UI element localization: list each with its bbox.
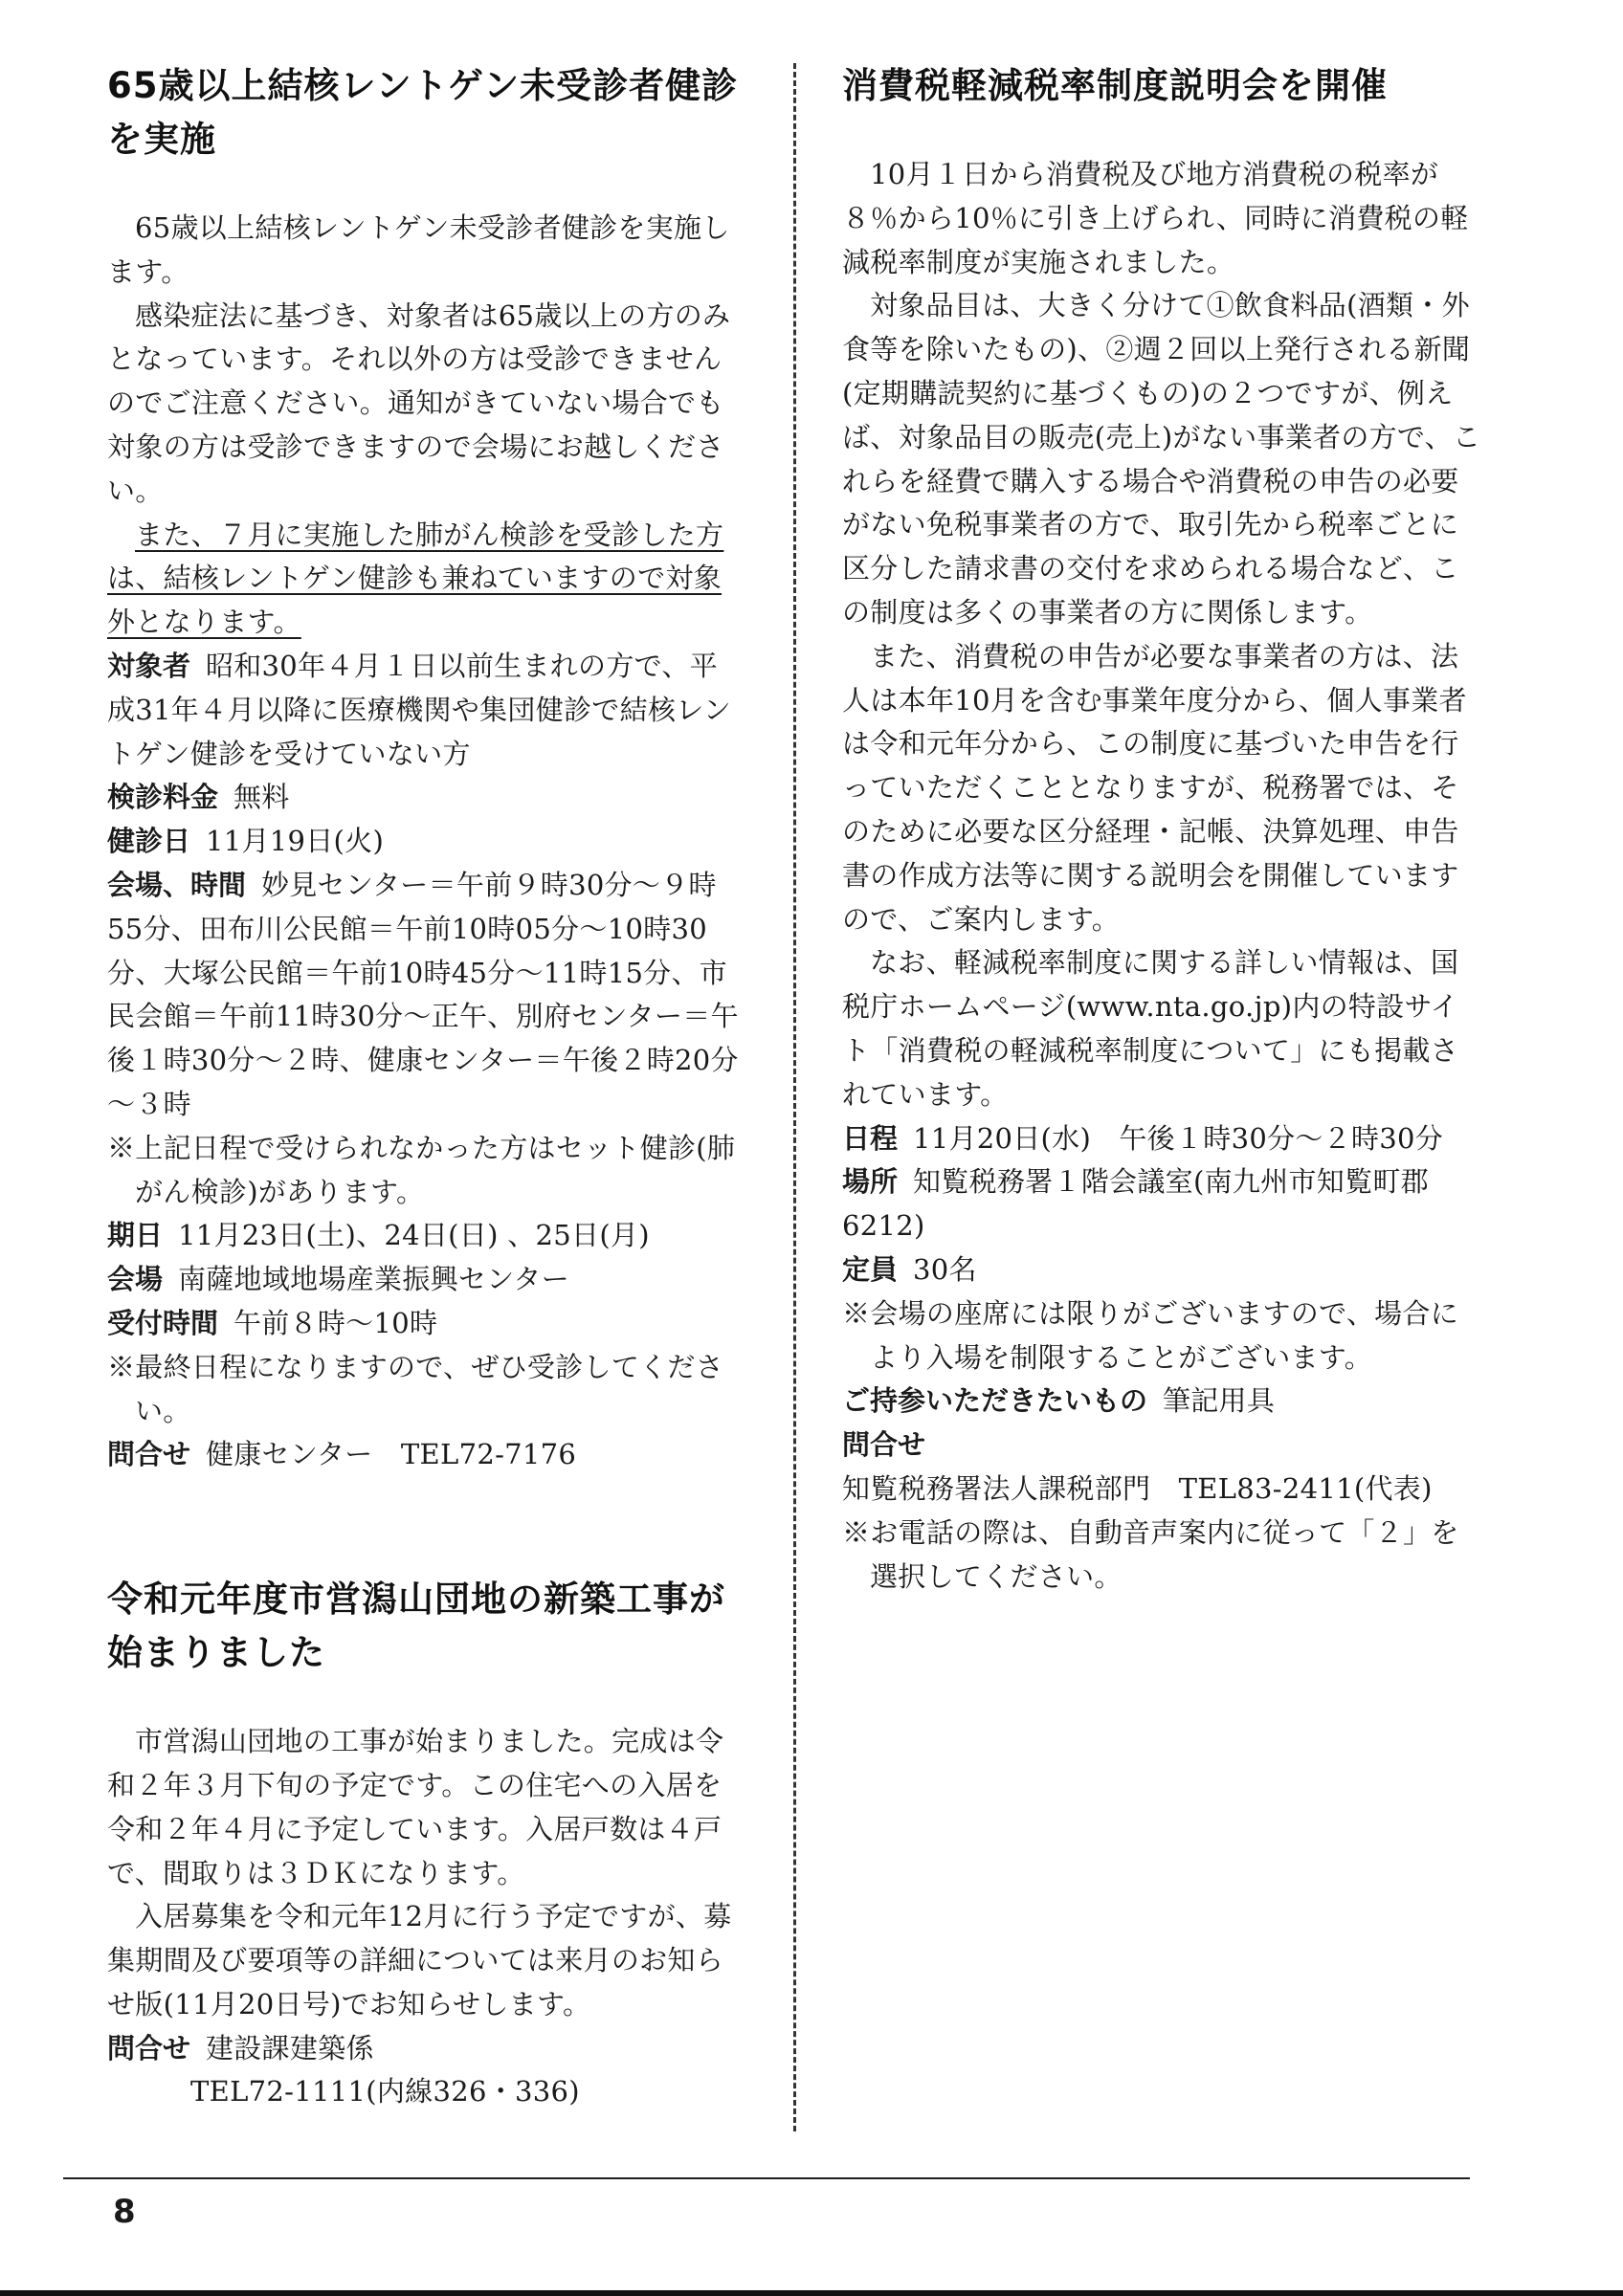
schedule-value: 11月20日(水) 午後１時30分～２時30分	[912, 1121, 1444, 1155]
paragraph: なお、軽減税率制度に関する詳しい情報は、国税庁ホームページ(www.nta.go.jp)内の特設サイト「消費税の軽減税率制度について」にも掲載されています。	[842, 946, 1459, 1111]
period-value: 11月23日(土)、24日(日) 、25日(月)	[177, 1219, 650, 1252]
contact-label: 問合せ	[842, 1428, 926, 1462]
article-tb-screening	[107, 59, 745, 1477]
schedule-label: 日程	[842, 1121, 899, 1155]
note: ※お電話の際は、自動音声案内に従って「２」を選択してください。	[842, 1515, 1459, 1593]
fee-value: 無料	[233, 781, 290, 814]
capacity-label: 定員	[842, 1252, 899, 1286]
contact-row	[107, 2027, 745, 2071]
article-housing	[107, 1573, 745, 2114]
venue2-value: 南薩地域地場産業振興センター	[177, 1263, 569, 1296]
fee-label: 検診料金	[107, 781, 219, 814]
contact-label: 問合せ	[107, 1438, 191, 1471]
venue2-label: 会場	[107, 1263, 164, 1296]
article-title: 消費税軽減税率制度説明会を開催	[842, 65, 1388, 106]
paragraph: 感染症法に基づき、対象者は65歳以上の方のみとなっています。それ以外の方は受診できませんのでご注意ください。通知がきていない場合でも対象の方は受診できますので会場にお越しください。	[107, 298, 731, 507]
target-row	[107, 645, 745, 776]
right-column	[842, 59, 1483, 1599]
note: ※会場の座席には限りがございますので、場合により入場を制限することがございます。	[842, 1296, 1459, 1374]
period-row	[107, 1214, 745, 1258]
bring-value: 筆記用具	[1162, 1384, 1276, 1418]
contact-row	[107, 1433, 745, 1477]
reception-value: 午前８時～10時	[233, 1306, 438, 1339]
footer-rule	[63, 2177, 1470, 2179]
bring-row	[842, 1380, 1483, 1424]
page-number: 8	[113, 2193, 136, 2231]
fee-row	[107, 776, 745, 820]
article-title: 65歳以上結核レントゲン未受診者健診を実施	[107, 65, 739, 160]
reception-label: 受付時間	[107, 1306, 219, 1339]
reception-row	[107, 1302, 745, 1346]
venue-row	[107, 864, 745, 1127]
date-value: 11月19日(火)	[205, 825, 385, 858]
paragraph: 市営潟山団地の工事が始まりました。完成は令和２年３月下旬の予定です。この住宅への入居を令和２年４月に予定しています。入居戸数は４戸で、間取りは３ＤＫになります。	[107, 1725, 724, 1889]
column-divider	[793, 63, 796, 2131]
paragraph: また、消費税の申告が必要な事業者の方は、法人は本年10月を含む事業年度分から、個人事業者は令和元年分から、この制度に基づいた申告を行っていただくこととなりますが、税務署では、そのために必要な区分経理・記帳、決算処理、申告書の作成方法等に関する説明会を開催していますので、ご案内します。	[842, 639, 1467, 936]
underlined-text: また、７月に実施した肺がん検診を受診した方は、結核レントゲン健診も兼ねていますので対象外となります。	[107, 518, 724, 639]
note: ※最終日程になりますので、ぜひ受診してください。	[107, 1350, 724, 1427]
paragraph-underlined	[107, 514, 745, 645]
capacity-row	[842, 1248, 1483, 1292]
place-value: 知覧税務署１階会議室(南九州市知覧町郡6212)	[842, 1165, 1429, 1243]
bottom-bar	[0, 2290, 1623, 2296]
venue-label: 会場、時間	[107, 868, 247, 901]
place-label: 場所	[842, 1165, 899, 1199]
contact-label-row	[842, 1424, 1483, 1468]
capacity-value: 30名	[912, 1252, 977, 1286]
venue2-row	[107, 1258, 745, 1302]
venue-value: 妙見センター＝午前９時30分～９時55分、田布川公民館＝午前10時05分～10時30分、大塚公民館＝午前10時45分～11時15分、市民会館＝午前11時30分～正午、別府センター＝午後１時30分～２時、健康センター＝午後２時20分～３時	[107, 868, 739, 1120]
paragraph: 10月１日から消費税及び地方消費税の税率が８％から10％に引き上げられ、同時に消費税の軽減税率制度が実施されました。	[842, 158, 1469, 278]
period-label: 期日	[107, 1219, 164, 1252]
note: ※上記日程で受けられなかった方はセット健診(肺がん検診)があります。	[107, 1131, 736, 1208]
schedule-row	[842, 1117, 1483, 1161]
article-tax-seminar	[842, 59, 1483, 1599]
contact-value: 建設課建築係	[205, 2031, 374, 2064]
paragraph: 65歳以上結核レントゲン未受診者健診を実施します。	[107, 211, 730, 288]
contact-tel: TEL72-1111(内線326・336)	[190, 2075, 580, 2108]
paragraph: 入居募集を令和元年12月に行う予定ですが、募集期間及び要項等の詳細については来月のお知らせ版(11月20日号)でお知らせします。	[107, 1900, 732, 2020]
date-row	[107, 820, 745, 864]
contact-value: 健康センター TEL72-7176	[205, 1438, 577, 1471]
place-row	[842, 1160, 1483, 1248]
article-title: 令和元年度市営潟山団地の新築工事が始まりました	[107, 1578, 725, 1674]
target-label: 対象者	[107, 649, 191, 682]
left-column	[107, 59, 745, 2114]
paragraph: 対象品目は、大きく分けて①飲食料品(酒類・外食等を除いたもの)、②週２回以上発行される新聞(定期購読契約に基づくもの)の２つですが、例えば、対象品目の販売(売上)がない事業者の方で、これらを経費で購入する場合や消費税の申告の必要がない免税事業者の方で、取引先から税率ごとに区分した請求書の交付を求められる場合など、この制度は多くの事業者の方に関係します。	[842, 289, 1481, 629]
bring-label: ご持参いただきたいもの	[842, 1384, 1148, 1418]
date-label: 健診日	[107, 825, 191, 858]
contact-value: 知覧税務署法人課税部門 TEL83-2411(代表)	[842, 1471, 1433, 1505]
contact-label: 問合せ	[107, 2031, 191, 2064]
target-value: 昭和30年４月１日以前生まれの方で、平成31年４月以降に医療機関や集団健診で結核レントゲン健診を受けていない方	[107, 649, 732, 770]
